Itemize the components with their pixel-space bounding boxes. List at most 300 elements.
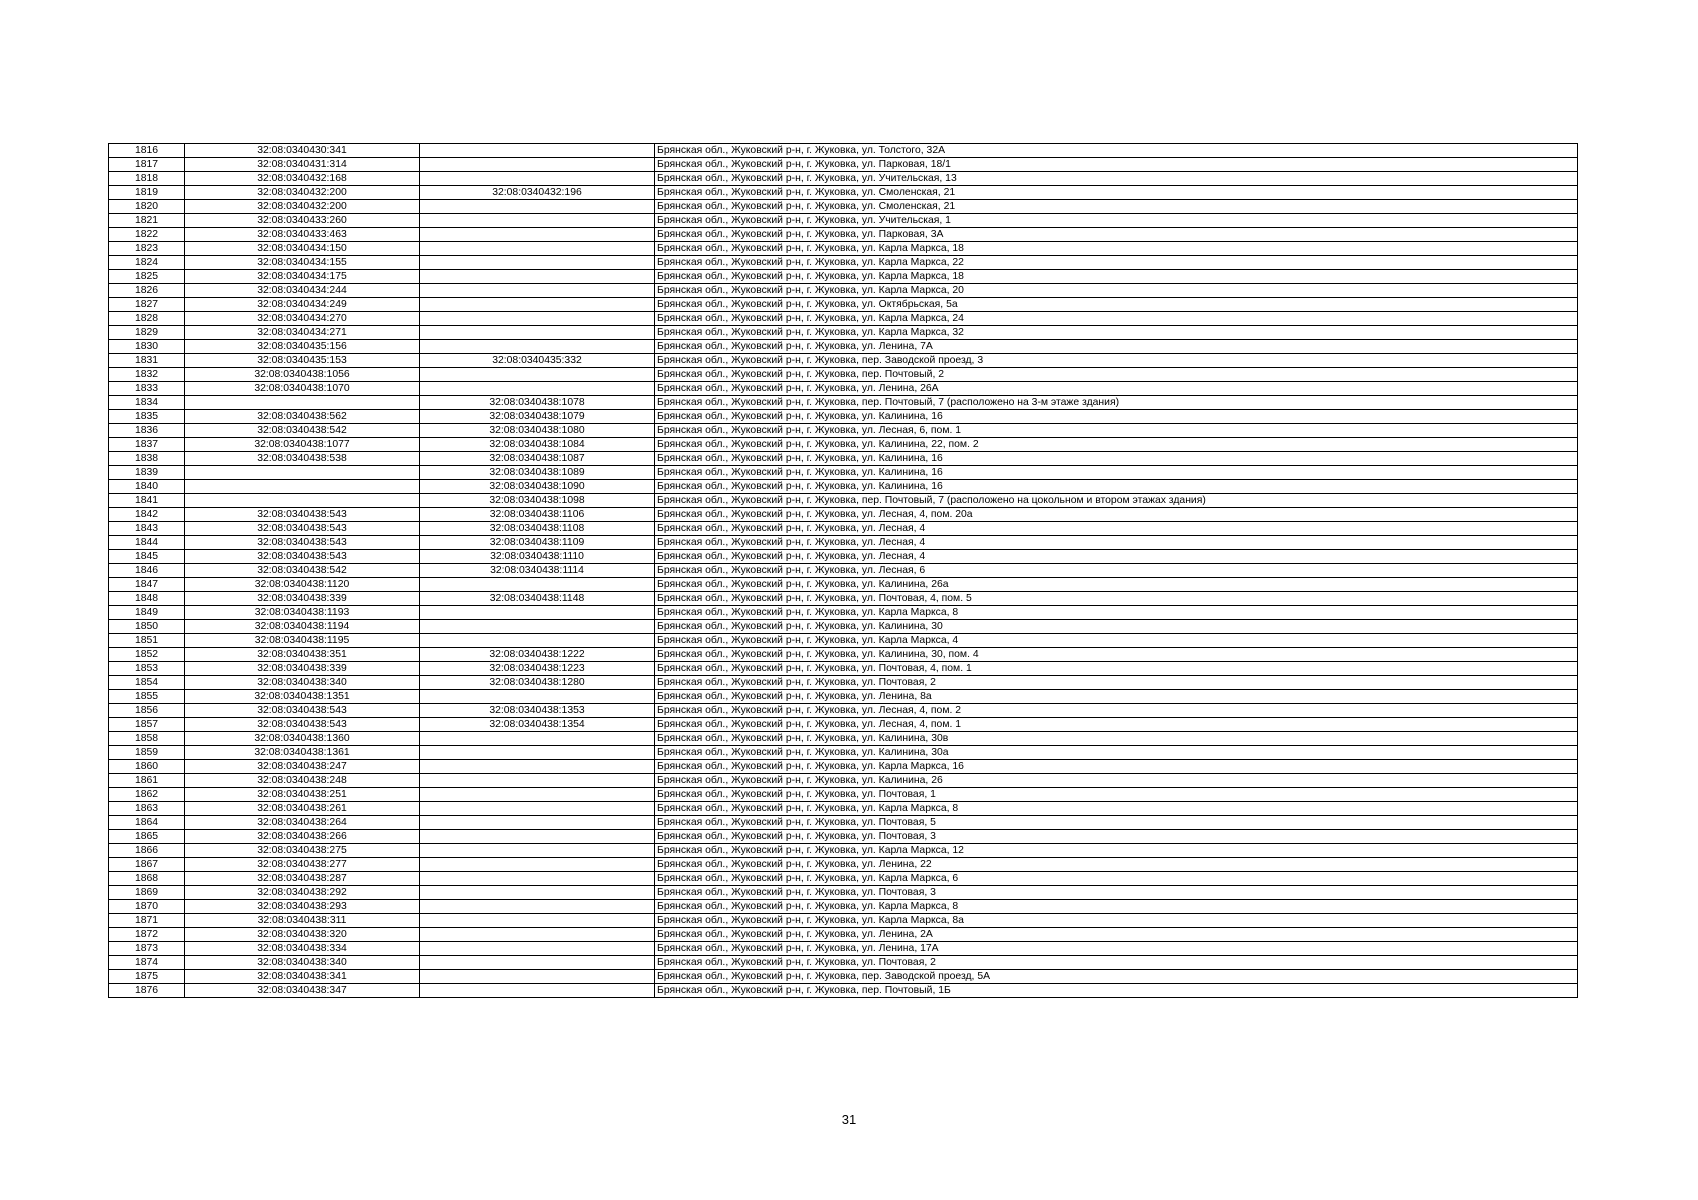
- related-cadastral-number-cell: [420, 578, 655, 592]
- row-number-cell: 1861: [109, 774, 185, 788]
- row-number-cell: 1854: [109, 676, 185, 690]
- address-cell: Брянская обл., Жуковский р-н, г. Жуковка, ул. Карла Маркса, 4: [655, 634, 1578, 648]
- related-cadastral-number-cell: [420, 928, 655, 942]
- cadastral-number-cell: 32:08:0340434:175: [185, 270, 420, 284]
- cadastral-number-cell: 32:08:0340438:251: [185, 788, 420, 802]
- address-cell: Брянская обл., Жуковский р-н, г. Жуковка, ул. Калинина, 16: [655, 410, 1578, 424]
- address-cell: Брянская обл., Жуковский р-н, г. Жуковка, ул. Лесная, 4, пом. 1: [655, 718, 1578, 732]
- related-cadastral-number-cell: 32:08:0340438:1109: [420, 536, 655, 550]
- cadastral-number-cell: 32:08:0340438:543: [185, 522, 420, 536]
- related-cadastral-number-cell: [420, 620, 655, 634]
- address-cell: Брянская обл., Жуковский р-н, г. Жуковка, пер. Почтовый, 2: [655, 368, 1578, 382]
- related-cadastral-number-cell: [420, 788, 655, 802]
- row-number-cell: 1855: [109, 690, 185, 704]
- cadastral-number-cell: 32:08:0340434:155: [185, 256, 420, 270]
- row-number-cell: 1819: [109, 186, 185, 200]
- cadastral-number-cell: 32:08:0340438:266: [185, 830, 420, 844]
- row-number-cell: 1827: [109, 298, 185, 312]
- address-cell: Брянская обл., Жуковский р-н, г. Жуковка, ул. Лесная, 4, пом. 20а: [655, 508, 1578, 522]
- table-row: [109, 172, 1578, 186]
- related-cadastral-number-cell: [420, 886, 655, 900]
- table-row: [109, 452, 1578, 466]
- address-cell: Брянская обл., Жуковский р-н, г. Жуковка, ул. Лесная, 4: [655, 522, 1578, 536]
- related-cadastral-number-cell: 32:08:0340438:1089: [420, 466, 655, 480]
- table-row: [109, 312, 1578, 326]
- address-cell: Брянская обл., Жуковский р-н, г. Жуковка, ул. Калинина, 16: [655, 480, 1578, 494]
- cadastral-number-cell: 32:08:0340434:244: [185, 284, 420, 298]
- table-row: [109, 774, 1578, 788]
- address-cell: Брянская обл., Жуковский р-н, г. Жуковка, пер. Заводской проезд, 5А: [655, 970, 1578, 984]
- registry-table-body: [109, 144, 1578, 998]
- row-number-cell: 1871: [109, 914, 185, 928]
- related-cadastral-number-cell: 32:08:0340438:1084: [420, 438, 655, 452]
- address-cell: Брянская обл., Жуковский р-н, г. Жуковка, ул. Почтовая, 5: [655, 816, 1578, 830]
- cadastral-number-cell: 32:08:0340430:341: [185, 144, 420, 158]
- cadastral-number-cell: 32:08:0340438:542: [185, 564, 420, 578]
- related-cadastral-number-cell: [420, 816, 655, 830]
- table-row: [109, 816, 1578, 830]
- related-cadastral-number-cell: [420, 368, 655, 382]
- table-row: [109, 186, 1578, 200]
- address-cell: Брянская обл., Жуковский р-н, г. Жуковка, ул. Ленина, 17А: [655, 942, 1578, 956]
- table-row: [109, 606, 1578, 620]
- related-cadastral-number-cell: [420, 858, 655, 872]
- address-cell: Брянская обл., Жуковский р-н, г. Жуковка, ул. Почтовая, 3: [655, 830, 1578, 844]
- row-number-cell: 1853: [109, 662, 185, 676]
- address-cell: Брянская обл., Жуковский р-н, г. Жуковка, ул. Калинина, 30, пом. 4: [655, 648, 1578, 662]
- address-cell: Брянская обл., Жуковский р-н, г. Жуковка, ул. Калинина, 30а: [655, 746, 1578, 760]
- row-number-cell: 1859: [109, 746, 185, 760]
- related-cadastral-number-cell: [420, 284, 655, 298]
- row-number-cell: 1831: [109, 354, 185, 368]
- cadastral-number-cell: 32:08:0340438:277: [185, 858, 420, 872]
- address-cell: Брянская обл., Жуковский р-н, г. Жуковка, ул. Учительская, 13: [655, 172, 1578, 186]
- address-cell: Брянская обл., Жуковский р-н, г. Жуковка, ул. Карла Маркса, 22: [655, 256, 1578, 270]
- table-row: [109, 298, 1578, 312]
- cadastral-number-cell: 32:08:0340438:264: [185, 816, 420, 830]
- address-cell: Брянская обл., Жуковский р-н, г. Жуковка, ул. Карла Маркса, 18: [655, 242, 1578, 256]
- address-cell: Брянская обл., Жуковский р-н, г. Жуковка, ул. Почтовая, 3: [655, 886, 1578, 900]
- row-number-cell: 1826: [109, 284, 185, 298]
- cadastral-number-cell: 32:08:0340438:320: [185, 928, 420, 942]
- row-number-cell: 1864: [109, 816, 185, 830]
- row-number-cell: 1837: [109, 438, 185, 452]
- address-cell: Брянская обл., Жуковский р-н, г. Жуковка, ул. Почтовая, 2: [655, 956, 1578, 970]
- cadastral-number-cell: 32:08:0340438:562: [185, 410, 420, 424]
- related-cadastral-number-cell: [420, 732, 655, 746]
- related-cadastral-number-cell: [420, 774, 655, 788]
- table-row: [109, 326, 1578, 340]
- related-cadastral-number-cell: [420, 942, 655, 956]
- cadastral-number-cell: 32:08:0340438:347: [185, 984, 420, 998]
- address-cell: Брянская обл., Жуковский р-н, г. Жуковка, пер. Почтовый, 7 (расположено на 3-м этаже здания): [655, 396, 1578, 410]
- row-number-cell: 1849: [109, 606, 185, 620]
- address-cell: Брянская обл., Жуковский р-н, г. Жуковка, ул. Карла Маркса, 18: [655, 270, 1578, 284]
- table-row: [109, 634, 1578, 648]
- cadastral-number-cell: 32:08:0340438:1056: [185, 368, 420, 382]
- table-row: [109, 676, 1578, 690]
- cadastral-number-cell: [185, 480, 420, 494]
- cadastral-number-cell: 32:08:0340434:270: [185, 312, 420, 326]
- related-cadastral-number-cell: [420, 956, 655, 970]
- cadastral-number-cell: [185, 466, 420, 480]
- cadastral-number-cell: 32:08:0340438:1195: [185, 634, 420, 648]
- cadastral-number-cell: 32:08:0340438:339: [185, 592, 420, 606]
- related-cadastral-number-cell: [420, 830, 655, 844]
- row-number-cell: 1839: [109, 466, 185, 480]
- row-number-cell: 1863: [109, 802, 185, 816]
- table-row: [109, 984, 1578, 998]
- address-cell: Брянская обл., Жуковский р-н, г. Жуковка, ул. Лесная, 4, пом. 2: [655, 704, 1578, 718]
- row-number-cell: 1876: [109, 984, 185, 998]
- related-cadastral-number-cell: 32:08:0340438:1114: [420, 564, 655, 578]
- address-cell: Брянская обл., Жуковский р-н, г. Жуковка, ул. Карла Маркса, 20: [655, 284, 1578, 298]
- related-cadastral-number-cell: [420, 914, 655, 928]
- related-cadastral-number-cell: 32:08:0340438:1223: [420, 662, 655, 676]
- row-number-cell: 1843: [109, 522, 185, 536]
- cadastral-number-cell: 32:08:0340434:249: [185, 298, 420, 312]
- cadastral-number-cell: 32:08:0340434:150: [185, 242, 420, 256]
- table-row: [109, 578, 1578, 592]
- cadastral-number-cell: 32:08:0340438:543: [185, 704, 420, 718]
- cadastral-number-cell: 32:08:0340438:1077: [185, 438, 420, 452]
- address-cell: Брянская обл., Жуковский р-н, г. Жуковка, ул. Калинина, 26а: [655, 578, 1578, 592]
- related-cadastral-number-cell: [420, 606, 655, 620]
- address-cell: Брянская обл., Жуковский р-н, г. Жуковка, ул. Смоленская, 21: [655, 186, 1578, 200]
- table-row: [109, 270, 1578, 284]
- row-number-cell: 1834: [109, 396, 185, 410]
- related-cadastral-number-cell: 32:08:0340438:1222: [420, 648, 655, 662]
- cadastral-number-cell: 32:08:0340438:543: [185, 718, 420, 732]
- address-cell: Брянская обл., Жуковский р-н, г. Жуковка, ул. Карла Маркса, 24: [655, 312, 1578, 326]
- cadastral-number-cell: 32:08:0340433:260: [185, 214, 420, 228]
- related-cadastral-number-cell: 32:08:0340438:1353: [420, 704, 655, 718]
- table-row: [109, 942, 1578, 956]
- row-number-cell: 1832: [109, 368, 185, 382]
- cadastral-number-cell: 32:08:0340438:247: [185, 760, 420, 774]
- table-row: [109, 340, 1578, 354]
- row-number-cell: 1874: [109, 956, 185, 970]
- cadastral-number-cell: 32:08:0340438:275: [185, 844, 420, 858]
- address-cell: Брянская обл., Жуковский р-н, г. Жуковка, ул. Карла Маркса, 16: [655, 760, 1578, 774]
- cadastral-number-cell: 32:08:0340434:271: [185, 326, 420, 340]
- related-cadastral-number-cell: 32:08:0340438:1078: [420, 396, 655, 410]
- related-cadastral-number-cell: 32:08:0340438:1108: [420, 522, 655, 536]
- table-row: [109, 830, 1578, 844]
- table-row: [109, 284, 1578, 298]
- related-cadastral-number-cell: [420, 970, 655, 984]
- table-row: [109, 662, 1578, 676]
- table-row: [109, 158, 1578, 172]
- cadastral-number-cell: 32:08:0340438:351: [185, 648, 420, 662]
- row-number-cell: 1848: [109, 592, 185, 606]
- table-row: [109, 424, 1578, 438]
- address-cell: Брянская обл., Жуковский р-н, г. Жуковка, ул. Ленина, 2А: [655, 928, 1578, 942]
- address-cell: Брянская обл., Жуковский р-н, г. Жуковка, ул. Карла Маркса, 8: [655, 802, 1578, 816]
- address-cell: Брянская обл., Жуковский р-н, г. Жуковка, ул. Ленина, 7А: [655, 340, 1578, 354]
- row-number-cell: 1823: [109, 242, 185, 256]
- table-row: [109, 368, 1578, 382]
- row-number-cell: 1820: [109, 200, 185, 214]
- table-row: [109, 466, 1578, 480]
- row-number-cell: 1862: [109, 788, 185, 802]
- related-cadastral-number-cell: 32:08:0340438:1354: [420, 718, 655, 732]
- table-row: [109, 550, 1578, 564]
- row-number-cell: 1842: [109, 508, 185, 522]
- cadastral-number-cell: 32:08:0340438:1351: [185, 690, 420, 704]
- table-row: [109, 522, 1578, 536]
- row-number-cell: 1870: [109, 900, 185, 914]
- address-cell: Брянская обл., Жуковский р-н, г. Жуковка, пер. Заводской проезд, 3: [655, 354, 1578, 368]
- related-cadastral-number-cell: 32:08:0340438:1080: [420, 424, 655, 438]
- address-cell: Брянская обл., Жуковский р-н, г. Жуковка, ул. Почтовая, 2: [655, 676, 1578, 690]
- related-cadastral-number-cell: [420, 144, 655, 158]
- row-number-cell: 1830: [109, 340, 185, 354]
- related-cadastral-number-cell: [420, 326, 655, 340]
- row-number-cell: 1865: [109, 830, 185, 844]
- cadastral-number-cell: 32:08:0340438:543: [185, 508, 420, 522]
- row-number-cell: 1858: [109, 732, 185, 746]
- table-row: [109, 242, 1578, 256]
- address-cell: Брянская обл., Жуковский р-н, г. Жуковка, ул. Лесная, 6: [655, 564, 1578, 578]
- related-cadastral-number-cell: 32:08:0340435:332: [420, 354, 655, 368]
- cadastral-number-cell: 32:08:0340438:543: [185, 536, 420, 550]
- cadastral-number-cell: 32:08:0340438:334: [185, 942, 420, 956]
- address-cell: Брянская обл., Жуковский р-н, г. Жуковка, ул. Карла Маркса, 8: [655, 606, 1578, 620]
- table-row: [109, 410, 1578, 424]
- cadastral-number-cell: 32:08:0340438:1361: [185, 746, 420, 760]
- table-row: [109, 690, 1578, 704]
- address-cell: Брянская обл., Жуковский р-н, г. Жуковка, ул. Ленина, 8а: [655, 690, 1578, 704]
- table-row: [109, 718, 1578, 732]
- cadastral-number-cell: 32:08:0340438:1070: [185, 382, 420, 396]
- address-cell: Брянская обл., Жуковский р-н, г. Жуковка, ул. Ленина, 22: [655, 858, 1578, 872]
- cadastral-number-cell: 32:08:0340438:341: [185, 970, 420, 984]
- related-cadastral-number-cell: 32:08:0340438:1090: [420, 480, 655, 494]
- cadastral-number-cell: 32:08:0340438:1360: [185, 732, 420, 746]
- cadastral-number-cell: 32:08:0340435:156: [185, 340, 420, 354]
- cadastral-number-cell: 32:08:0340433:463: [185, 228, 420, 242]
- address-cell: Брянская обл., Жуковский р-н, г. Жуковка, ул. Калинина, 26: [655, 774, 1578, 788]
- row-number-cell: 1836: [109, 424, 185, 438]
- table-row: [109, 760, 1578, 774]
- row-number-cell: 1850: [109, 620, 185, 634]
- cadastral-number-cell: 32:08:0340432:200: [185, 186, 420, 200]
- address-cell: Брянская обл., Жуковский р-н, г. Жуковка, ул. Калинина, 22, пом. 2: [655, 438, 1578, 452]
- row-number-cell: 1845: [109, 550, 185, 564]
- page-number: 31: [841, 1112, 857, 1127]
- table-row: [109, 200, 1578, 214]
- related-cadastral-number-cell: 32:08:0340438:1079: [420, 410, 655, 424]
- related-cadastral-number-cell: [420, 312, 655, 326]
- related-cadastral-number-cell: [420, 256, 655, 270]
- address-cell: Брянская обл., Жуковский р-н, г. Жуковка, ул. Калинина, 16: [655, 452, 1578, 466]
- cadastral-number-cell: 32:08:0340432:200: [185, 200, 420, 214]
- address-cell: Брянская обл., Жуковский р-н, г. Жуковка, ул. Калинина, 30: [655, 620, 1578, 634]
- address-cell: Брянская обл., Жуковский р-н, г. Жуковка, ул. Карла Маркса, 32: [655, 326, 1578, 340]
- table-row: [109, 900, 1578, 914]
- related-cadastral-number-cell: [420, 200, 655, 214]
- row-number-cell: 1828: [109, 312, 185, 326]
- row-number-cell: 1857: [109, 718, 185, 732]
- table-row: [109, 802, 1578, 816]
- address-cell: Брянская обл., Жуковский р-н, г. Жуковка, ул. Почтовая, 4, пом. 5: [655, 592, 1578, 606]
- row-number-cell: 1872: [109, 928, 185, 942]
- cadastral-number-cell: 32:08:0340438:1193: [185, 606, 420, 620]
- row-number-cell: 1818: [109, 172, 185, 186]
- related-cadastral-number-cell: [420, 172, 655, 186]
- row-number-cell: 1851: [109, 634, 185, 648]
- table-row: [109, 872, 1578, 886]
- related-cadastral-number-cell: [420, 242, 655, 256]
- table-row: [109, 746, 1578, 760]
- row-number-cell: 1829: [109, 326, 185, 340]
- address-cell: Брянская обл., Жуковский р-н, г. Жуковка, ул. Почтовая, 4, пом. 1: [655, 662, 1578, 676]
- address-cell: Брянская обл., Жуковский р-н, г. Жуковка, ул. Лесная, 4: [655, 550, 1578, 564]
- table-row: [109, 438, 1578, 452]
- row-number-cell: 1844: [109, 536, 185, 550]
- address-cell: Брянская обл., Жуковский р-н, г. Жуковка, ул. Лесная, 6, пом. 1: [655, 424, 1578, 438]
- row-number-cell: 1875: [109, 970, 185, 984]
- table-row: [109, 970, 1578, 984]
- row-number-cell: 1869: [109, 886, 185, 900]
- row-number-cell: 1860: [109, 760, 185, 774]
- address-cell: Брянская обл., Жуковский р-н, г. Жуковка, ул. Октябрьская, 5а: [655, 298, 1578, 312]
- related-cadastral-number-cell: [420, 382, 655, 396]
- related-cadastral-number-cell: 32:08:0340438:1087: [420, 452, 655, 466]
- row-number-cell: 1866: [109, 844, 185, 858]
- row-number-cell: 1841: [109, 494, 185, 508]
- table-row: [109, 704, 1578, 718]
- address-cell: Брянская обл., Жуковский р-н, г. Жуковка, ул. Парковая, 3А: [655, 228, 1578, 242]
- related-cadastral-number-cell: [420, 158, 655, 172]
- cadastral-number-cell: 32:08:0340438:538: [185, 452, 420, 466]
- cadastral-number-cell: 32:08:0340438:339: [185, 662, 420, 676]
- related-cadastral-number-cell: [420, 214, 655, 228]
- related-cadastral-number-cell: 32:08:0340438:1106: [420, 508, 655, 522]
- address-cell: Брянская обл., Жуковский р-н, г. Жуковка, ул. Учительская, 1: [655, 214, 1578, 228]
- table-row: [109, 256, 1578, 270]
- cadastral-number-cell: 32:08:0340438:287: [185, 872, 420, 886]
- row-number-cell: 1824: [109, 256, 185, 270]
- address-cell: Брянская обл., Жуковский р-н, г. Жуковка, ул. Калинина, 16: [655, 466, 1578, 480]
- related-cadastral-number-cell: [420, 298, 655, 312]
- related-cadastral-number-cell: [420, 340, 655, 354]
- cadastral-number-cell: 32:08:0340438:1194: [185, 620, 420, 634]
- cadastral-number-cell: 32:08:0340438:293: [185, 900, 420, 914]
- address-cell: Брянская обл., Жуковский р-н, г. Жуковка, пер. Почтовый, 1Б: [655, 984, 1578, 998]
- cadastral-number-cell: 32:08:0340435:153: [185, 354, 420, 368]
- table-row: [109, 536, 1578, 550]
- table-row: [109, 396, 1578, 410]
- table-row: [109, 228, 1578, 242]
- row-number-cell: 1838: [109, 452, 185, 466]
- table-row: [109, 508, 1578, 522]
- related-cadastral-number-cell: [420, 984, 655, 998]
- table-row: [109, 956, 1578, 970]
- cadastral-number-cell: 32:08:0340432:168: [185, 172, 420, 186]
- row-number-cell: 1852: [109, 648, 185, 662]
- cadastral-number-cell: 32:08:0340438:543: [185, 550, 420, 564]
- cadastral-number-cell: 32:08:0340438:340: [185, 676, 420, 690]
- row-number-cell: 1835: [109, 410, 185, 424]
- row-number-cell: 1822: [109, 228, 185, 242]
- address-cell: Брянская обл., Жуковский р-н, г. Жуковка, ул. Смоленская, 21: [655, 200, 1578, 214]
- row-number-cell: 1816: [109, 144, 185, 158]
- row-number-cell: 1847: [109, 578, 185, 592]
- table-row: [109, 382, 1578, 396]
- address-cell: Брянская обл., Жуковский р-н, г. Жуковка, пер. Почтовый, 7 (расположено на цокольном и втором этажах здания): [655, 494, 1578, 508]
- address-cell: Брянская обл., Жуковский р-н, г. Жуковка, ул. Карла Маркса, 6: [655, 872, 1578, 886]
- address-cell: Брянская обл., Жуковский р-н, г. Жуковка, ул. Калинина, 30в: [655, 732, 1578, 746]
- related-cadastral-number-cell: 32:08:0340438:1148: [420, 592, 655, 606]
- related-cadastral-number-cell: 32:08:0340432:196: [420, 186, 655, 200]
- row-number-cell: 1825: [109, 270, 185, 284]
- table-row: [109, 844, 1578, 858]
- row-number-cell: 1867: [109, 858, 185, 872]
- related-cadastral-number-cell: [420, 844, 655, 858]
- cadastral-number-cell: 32:08:0340438:261: [185, 802, 420, 816]
- table-row: [109, 858, 1578, 872]
- table-row: [109, 886, 1578, 900]
- row-number-cell: 1846: [109, 564, 185, 578]
- table-row: [109, 732, 1578, 746]
- address-cell: Брянская обл., Жуковский р-н, г. Жуковка, ул. Карла Маркса, 8: [655, 900, 1578, 914]
- table-row: [109, 144, 1578, 158]
- related-cadastral-number-cell: 32:08:0340438:1280: [420, 676, 655, 690]
- related-cadastral-number-cell: [420, 634, 655, 648]
- cadastral-number-cell: 32:08:0340438:248: [185, 774, 420, 788]
- related-cadastral-number-cell: [420, 228, 655, 242]
- table-row: [109, 214, 1578, 228]
- row-number-cell: 1868: [109, 872, 185, 886]
- table-row: [109, 480, 1578, 494]
- cadastral-number-cell: 32:08:0340438:1120: [185, 578, 420, 592]
- cadastral-number-cell: 32:08:0340438:311: [185, 914, 420, 928]
- cadastral-number-cell: 32:08:0340438:542: [185, 424, 420, 438]
- related-cadastral-number-cell: 32:08:0340438:1098: [420, 494, 655, 508]
- row-number-cell: 1833: [109, 382, 185, 396]
- cadastral-number-cell: [185, 396, 420, 410]
- address-cell: Брянская обл., Жуковский р-н, г. Жуковка, ул. Карла Маркса, 8а: [655, 914, 1578, 928]
- address-cell: Брянская обл., Жуковский р-н, г. Жуковка, ул. Ленина, 26А: [655, 382, 1578, 396]
- address-cell: Брянская обл., Жуковский р-н, г. Жуковка, ул. Почтовая, 1: [655, 788, 1578, 802]
- address-cell: Брянская обл., Жуковский р-н, г. Жуковка, ул. Лесная, 4: [655, 536, 1578, 550]
- row-number-cell: 1873: [109, 942, 185, 956]
- related-cadastral-number-cell: 32:08:0340438:1110: [420, 550, 655, 564]
- table-row: [109, 494, 1578, 508]
- address-cell: Брянская обл., Жуковский р-н, г. Жуковка, ул. Карла Маркса, 12: [655, 844, 1578, 858]
- row-number-cell: 1840: [109, 480, 185, 494]
- address-cell: Брянская обл., Жуковский р-н, г. Жуковка, ул. Толстого, 32А: [655, 144, 1578, 158]
- table-row: [109, 648, 1578, 662]
- table-row: [109, 788, 1578, 802]
- related-cadastral-number-cell: [420, 900, 655, 914]
- related-cadastral-number-cell: [420, 802, 655, 816]
- cadastral-number-cell: [185, 494, 420, 508]
- related-cadastral-number-cell: [420, 270, 655, 284]
- table-row: [109, 914, 1578, 928]
- row-number-cell: 1817: [109, 158, 185, 172]
- registry-table: [108, 143, 1578, 998]
- table-row: [109, 354, 1578, 368]
- table-row: [109, 564, 1578, 578]
- table-row: [109, 620, 1578, 634]
- related-cadastral-number-cell: [420, 760, 655, 774]
- cadastral-number-cell: 32:08:0340438:340: [185, 956, 420, 970]
- table-row: [109, 928, 1578, 942]
- related-cadastral-number-cell: [420, 746, 655, 760]
